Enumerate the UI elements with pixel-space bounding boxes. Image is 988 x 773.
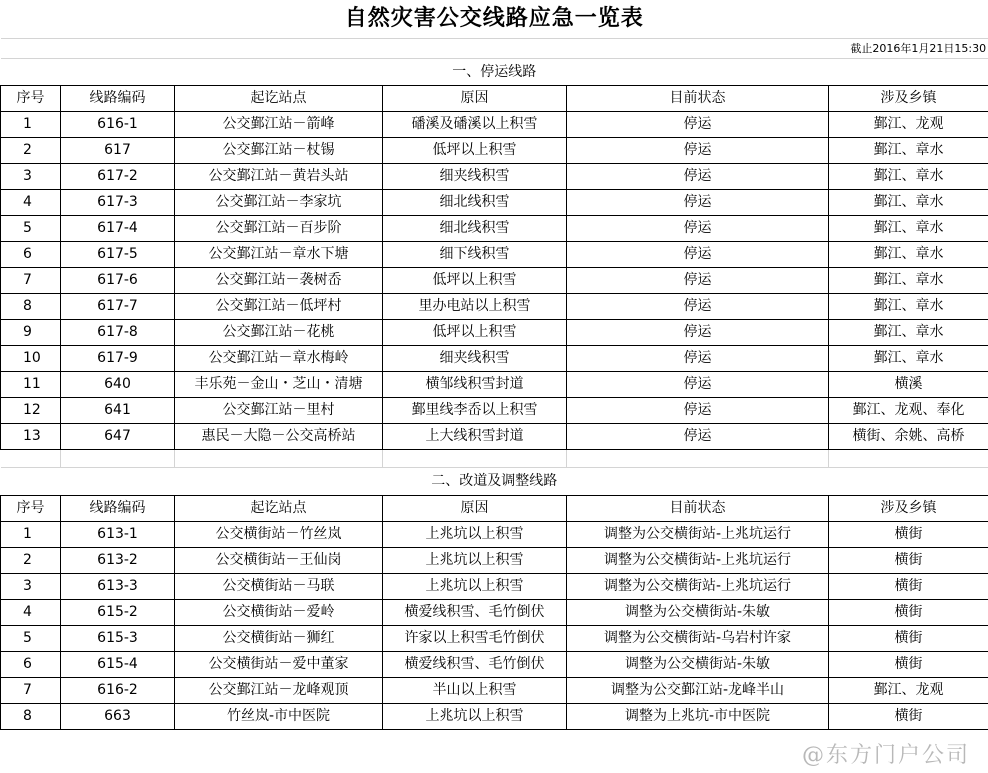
towns-cell: 鄞江、章水	[829, 345, 988, 371]
header-towns: 涉及乡镇	[829, 495, 988, 521]
route-code-cell: 613-1	[61, 521, 175, 547]
towns-cell: 横街	[829, 651, 988, 677]
stations-cell: 公交鄞江站－李家坑	[175, 189, 383, 215]
route-code-cell: 615-2	[61, 599, 175, 625]
stations-cell: 公交鄞江站－百步阶	[175, 215, 383, 241]
route-code-cell: 615-4	[61, 651, 175, 677]
table-row	[1, 397, 988, 423]
seq-cell: 10	[1, 345, 61, 371]
header-seq: 序号	[1, 85, 61, 111]
route-code-cell: 617-5	[61, 241, 175, 267]
seq-cell: 2	[1, 137, 61, 163]
seq-cell: 12	[1, 397, 61, 423]
watermark: @东方门户公司	[801, 743, 970, 768]
seq-cell: 3	[1, 163, 61, 189]
route-code-cell: 616-1	[61, 111, 175, 137]
towns-cell: 横街	[829, 521, 988, 547]
route-code-cell: 613-2	[61, 547, 175, 573]
seq-cell: 1	[1, 111, 61, 137]
status-cell: 停运	[567, 137, 829, 163]
table-row	[1, 267, 988, 293]
seq-cell: 7	[1, 267, 61, 293]
stations-cell: 公交横街站－竹丝岚	[175, 521, 383, 547]
status-cell: 停运	[567, 345, 829, 371]
reason-cell: 鄞里线李岙以上积雪	[383, 397, 567, 423]
table-row	[1, 547, 988, 573]
section1-table	[1, 85, 988, 449]
reason-cell: 横爱线积雪、毛竹倒伏	[383, 599, 567, 625]
stations-cell: 公交鄞江站－袭树岙	[175, 267, 383, 293]
section1-title-row	[1, 58, 988, 85]
towns-cell: 鄞江、龙观、奉化	[829, 397, 988, 423]
stations-cell: 公交鄞江站－章水下塘	[175, 241, 383, 267]
reason-cell: 细夹线积雪	[383, 345, 567, 371]
route-code-cell: 616-2	[61, 677, 175, 703]
route-code-cell: 615-3	[61, 625, 175, 651]
reason-cell: 横爱线积雪、毛竹倒伏	[383, 651, 567, 677]
towns-cell: 鄞江、章水	[829, 137, 988, 163]
header-route-code: 线路编码	[61, 495, 175, 521]
towns-cell: 鄞江、章水	[829, 215, 988, 241]
table-row	[1, 293, 988, 319]
seq-cell: 13	[1, 423, 61, 449]
section2-title-row	[1, 467, 988, 495]
table-row	[1, 319, 988, 345]
towns-cell: 鄞江、章水	[829, 293, 988, 319]
header-towns: 涉及乡镇	[829, 85, 988, 111]
seq-cell: 6	[1, 241, 61, 267]
seq-cell: 6	[1, 651, 61, 677]
route-code-cell: 617-3	[61, 189, 175, 215]
towns-cell: 横街	[829, 573, 988, 599]
status-cell: 停运	[567, 267, 829, 293]
route-code-cell: 613-3	[61, 573, 175, 599]
stations-cell: 公交横街站－爱岭	[175, 599, 383, 625]
stations-cell: 公交鄞江站－章水梅岭	[175, 345, 383, 371]
section1-header-row	[1, 85, 988, 111]
stations-cell: 公交横街站－王仙岗	[175, 547, 383, 573]
stations-cell: 公交鄞江站－龙峰观顶	[175, 677, 383, 703]
header-status: 目前状态	[567, 85, 829, 111]
header-stations: 起讫站点	[175, 495, 383, 521]
status-cell: 调整为公交横街站-上兆坑运行	[567, 521, 829, 547]
status-cell: 停运	[567, 293, 829, 319]
towns-cell: 横街	[829, 547, 988, 573]
status-cell: 调整为公交鄞江站-龙峰半山	[567, 677, 829, 703]
as-of-timestamp: 截止2016年1月21日15:30	[1, 38, 988, 58]
reason-cell: 细夹线积雪	[383, 163, 567, 189]
status-cell: 停运	[567, 111, 829, 137]
reason-cell: 磻溪及磻溪以上积雪	[383, 111, 567, 137]
header-stations: 起讫站点	[175, 85, 383, 111]
towns-cell: 鄞江、龙观	[829, 111, 988, 137]
seq-cell: 3	[1, 573, 61, 599]
stations-cell: 公交横街站－爱中董家	[175, 651, 383, 677]
header-seq: 序号	[1, 495, 61, 521]
towns-cell: 鄞江、章水	[829, 241, 988, 267]
route-code-cell: 617-6	[61, 267, 175, 293]
towns-cell: 横街、余姚、高桥	[829, 423, 988, 449]
seq-cell: 7	[1, 677, 61, 703]
reason-cell: 细下线积雪	[383, 241, 567, 267]
status-cell: 停运	[567, 163, 829, 189]
table-row	[1, 241, 988, 267]
table-row	[1, 573, 988, 599]
section2-header-row	[1, 495, 988, 521]
route-code-cell: 640	[61, 371, 175, 397]
towns-cell: 横街	[829, 625, 988, 651]
stations-cell: 公交鄞江站－花桃	[175, 319, 383, 345]
table-row	[1, 521, 988, 547]
towns-cell: 鄞江、章水	[829, 189, 988, 215]
stations-cell: 公交鄞江站－杖锡	[175, 137, 383, 163]
table-row	[1, 371, 988, 397]
table-row	[1, 651, 988, 677]
towns-cell: 横街	[829, 703, 988, 729]
section2-title: 二、改道及调整线路	[1, 467, 988, 495]
stations-cell: 公交鄞江站－箭峰	[175, 111, 383, 137]
as-of-row	[1, 38, 988, 58]
reason-cell: 上兆坑以上积雪	[383, 703, 567, 729]
towns-cell: 鄞江、龙观	[829, 677, 988, 703]
stations-cell: 惠民－大隐－公交高桥站	[175, 423, 383, 449]
header-route-code: 线路编码	[61, 85, 175, 111]
table-row	[1, 215, 988, 241]
seq-cell: 4	[1, 599, 61, 625]
seq-cell: 8	[1, 703, 61, 729]
reason-cell: 许家以上积雪毛竹倒伏	[383, 625, 567, 651]
section1-title: 一、停运线路	[1, 58, 988, 85]
spacer-row	[1, 449, 988, 467]
table-row	[1, 625, 988, 651]
route-code-cell: 617-8	[61, 319, 175, 345]
route-code-cell: 617-2	[61, 163, 175, 189]
stations-cell: 公交鄞江站－里村	[175, 397, 383, 423]
table-row	[1, 163, 988, 189]
reason-cell: 上兆坑以上积雪	[383, 521, 567, 547]
route-code-cell: 617-9	[61, 345, 175, 371]
reason-cell: 低坪以上积雪	[383, 319, 567, 345]
route-code-cell: 617-7	[61, 293, 175, 319]
route-code-cell: 617	[61, 137, 175, 163]
reason-cell: 低坪以上积雪	[383, 137, 567, 163]
table-row	[1, 111, 988, 137]
status-cell: 停运	[567, 319, 829, 345]
seq-cell: 4	[1, 189, 61, 215]
seq-cell: 2	[1, 547, 61, 573]
status-cell: 停运	[567, 241, 829, 267]
status-cell: 调整为上兆坑-市中医院	[567, 703, 829, 729]
status-cell: 停运	[567, 189, 829, 215]
table-row	[1, 423, 988, 449]
stations-cell: 公交横街站－马联	[175, 573, 383, 599]
header-reason: 原因	[383, 85, 567, 111]
table-row	[1, 599, 988, 625]
stations-cell: 公交鄞江站－黄岩头站	[175, 163, 383, 189]
section2-table	[1, 495, 988, 729]
status-cell: 停运	[567, 371, 829, 397]
reason-cell: 上大线积雪封道	[383, 423, 567, 449]
stations-cell: 公交横街站－狮红	[175, 625, 383, 651]
table-row	[1, 137, 988, 163]
header-reason: 原因	[383, 495, 567, 521]
status-cell: 停运	[567, 423, 829, 449]
seq-cell: 5	[1, 215, 61, 241]
towns-cell: 鄞江、章水	[829, 267, 988, 293]
towns-cell: 鄞江、章水	[829, 319, 988, 345]
seq-cell: 8	[1, 293, 61, 319]
route-code-cell: 617-4	[61, 215, 175, 241]
reason-cell: 细北线积雪	[383, 215, 567, 241]
table-row	[1, 703, 988, 729]
route-code-cell: 647	[61, 423, 175, 449]
reason-cell: 半山以上积雪	[383, 677, 567, 703]
stations-cell: 竹丝岚-市中医院	[175, 703, 383, 729]
route-code-cell: 641	[61, 397, 175, 423]
seq-cell: 5	[1, 625, 61, 651]
seq-cell: 9	[1, 319, 61, 345]
towns-cell: 横溪	[829, 371, 988, 397]
table-row	[1, 189, 988, 215]
status-cell: 调整为公交横街站-乌岩村许家	[567, 625, 829, 651]
reason-cell: 里办电站以上积雪	[383, 293, 567, 319]
header-status: 目前状态	[567, 495, 829, 521]
status-cell: 调整为公交横街站-上兆坑运行	[567, 547, 829, 573]
status-cell: 停运	[567, 215, 829, 241]
status-cell: 调整为公交横街站-上兆坑运行	[567, 573, 829, 599]
status-cell: 调整为公交横街站-朱敏	[567, 651, 829, 677]
title-row	[1, 0, 988, 38]
stations-cell: 丰乐苑－金山・芝山・清塘	[175, 371, 383, 397]
page-title: 自然灾害公交线路应急一览表	[1, 0, 988, 38]
route-code-cell: 663	[61, 703, 175, 729]
table-row	[1, 345, 988, 371]
towns-cell: 横街	[829, 599, 988, 625]
stations-cell: 公交鄞江站－低坪村	[175, 293, 383, 319]
towns-cell: 鄞江、章水	[829, 163, 988, 189]
status-cell: 停运	[567, 397, 829, 423]
seq-cell: 1	[1, 521, 61, 547]
reason-cell: 横邹线积雪封道	[383, 371, 567, 397]
reason-cell: 低坪以上积雪	[383, 267, 567, 293]
status-cell: 调整为公交横街站-朱敏	[567, 599, 829, 625]
table-row	[1, 677, 988, 703]
reason-cell: 细北线积雪	[383, 189, 567, 215]
reason-cell: 上兆坑以上积雪	[383, 547, 567, 573]
reason-cell: 上兆坑以上积雪	[383, 573, 567, 599]
seq-cell: 11	[1, 371, 61, 397]
